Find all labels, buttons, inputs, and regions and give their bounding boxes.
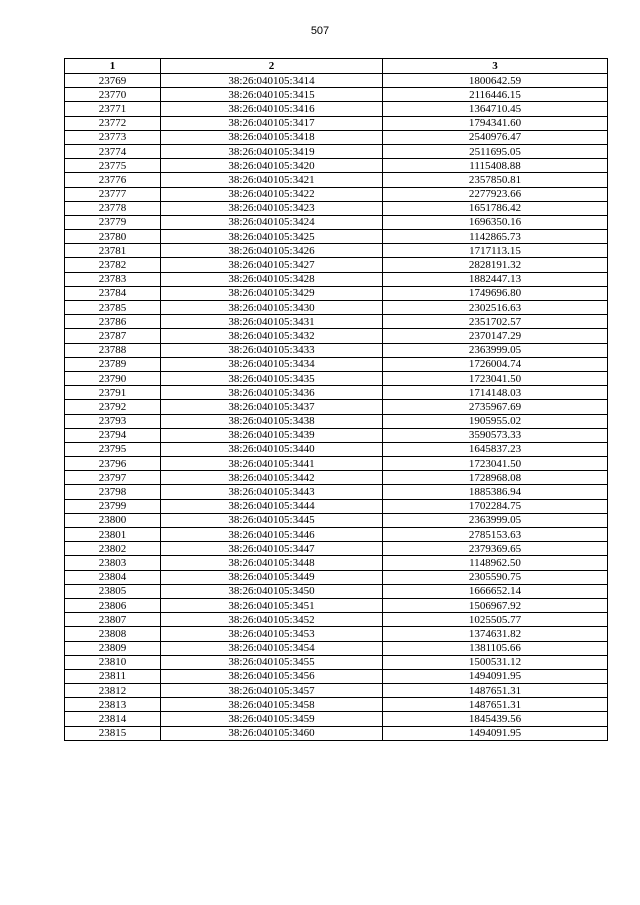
cadastral-number-cell: 38:26:040105:3440 (161, 442, 383, 456)
value-cell: 3590573.33 (383, 428, 608, 442)
cadastral-number-cell: 38:26:040105:3450 (161, 584, 383, 598)
table-row (65, 286, 608, 300)
value-cell: 2828191.32 (383, 258, 608, 272)
cadastral-number-cell: 38:26:040105:3428 (161, 272, 383, 286)
row-number-cell: 23798 (65, 485, 161, 499)
table-row (65, 669, 608, 683)
cadastral-number-cell: 38:26:040105:3433 (161, 343, 383, 357)
cadastral-number-cell: 38:26:040105:3457 (161, 684, 383, 698)
row-number-cell: 23810 (65, 655, 161, 669)
table-row (65, 471, 608, 485)
cadastral-number-cell: 38:26:040105:3425 (161, 230, 383, 244)
table-row (65, 726, 608, 740)
cadastral-number-cell: 38:26:040105:3430 (161, 301, 383, 315)
cadastral-number-cell: 38:26:040105:3424 (161, 215, 383, 229)
table-row (65, 173, 608, 187)
value-cell: 1728968.08 (383, 471, 608, 485)
cadastral-number-cell: 38:26:040105:3443 (161, 485, 383, 499)
table-row (65, 442, 608, 456)
column-header-2: 2 (161, 59, 383, 74)
value-cell: 2511695.05 (383, 144, 608, 158)
row-number-cell: 23780 (65, 230, 161, 244)
value-cell: 2370147.29 (383, 329, 608, 343)
row-number-cell: 23773 (65, 130, 161, 144)
row-number-cell: 23778 (65, 201, 161, 215)
row-number-cell: 23799 (65, 499, 161, 513)
cadastral-number-cell: 38:26:040105:3451 (161, 598, 383, 612)
table-row (65, 343, 608, 357)
table-row (65, 414, 608, 428)
row-number-cell: 23771 (65, 102, 161, 116)
value-cell: 1487651.31 (383, 698, 608, 712)
table-row (65, 230, 608, 244)
row-number-cell: 23800 (65, 513, 161, 527)
row-number-cell: 23770 (65, 88, 161, 102)
row-number-cell: 23804 (65, 570, 161, 584)
cadastral-number-cell: 38:26:040105:3419 (161, 144, 383, 158)
row-number-cell: 23769 (65, 74, 161, 88)
row-number-cell: 23813 (65, 698, 161, 712)
row-number-cell: 23808 (65, 627, 161, 641)
row-number-cell: 23786 (65, 315, 161, 329)
row-number-cell: 23795 (65, 442, 161, 456)
table-row (65, 542, 608, 556)
value-cell: 2363999.05 (383, 513, 608, 527)
row-number-cell: 23794 (65, 428, 161, 442)
cadastral-number-cell: 38:26:040105:3438 (161, 414, 383, 428)
cadastral-number-cell: 38:26:040105:3426 (161, 244, 383, 258)
value-cell: 1905955.02 (383, 414, 608, 428)
value-cell: 1702284.75 (383, 499, 608, 513)
table-row (65, 301, 608, 315)
value-cell: 1885386.94 (383, 485, 608, 499)
table-row (65, 528, 608, 542)
table-row (65, 598, 608, 612)
table-row (65, 244, 608, 258)
cadastral-number-cell: 38:26:040105:3439 (161, 428, 383, 442)
row-number-cell: 23807 (65, 613, 161, 627)
table-row (65, 144, 608, 158)
column-header-3: 3 (383, 59, 608, 74)
value-cell: 2363999.05 (383, 343, 608, 357)
table-row (65, 88, 608, 102)
value-cell: 1364710.45 (383, 102, 608, 116)
row-number-cell: 23781 (65, 244, 161, 258)
value-cell: 2351702.57 (383, 315, 608, 329)
table-row (65, 371, 608, 385)
value-cell: 1500531.12 (383, 655, 608, 669)
row-number-cell: 23785 (65, 301, 161, 315)
cadastral-number-cell: 38:26:040105:3415 (161, 88, 383, 102)
page-number: 507 (310, 25, 330, 37)
table-row (65, 159, 608, 173)
value-cell: 1025505.77 (383, 613, 608, 627)
row-number-cell: 23793 (65, 414, 161, 428)
value-cell: 2305590.75 (383, 570, 608, 584)
row-number-cell: 23792 (65, 400, 161, 414)
value-cell: 1374631.82 (383, 627, 608, 641)
row-number-cell: 23811 (65, 669, 161, 683)
value-cell: 2302516.63 (383, 301, 608, 315)
value-cell: 1882447.13 (383, 272, 608, 286)
row-number-cell: 23784 (65, 286, 161, 300)
value-cell: 1115408.88 (383, 159, 608, 173)
row-number-cell: 23777 (65, 187, 161, 201)
row-number-cell: 23805 (65, 584, 161, 598)
cadastral-number-cell: 38:26:040105:3455 (161, 655, 383, 669)
cadastral-number-cell: 38:26:040105:3442 (161, 471, 383, 485)
table-row (65, 457, 608, 471)
table-row (65, 627, 608, 641)
row-number-cell: 23802 (65, 542, 161, 556)
cadastral-number-cell: 38:26:040105:3444 (161, 499, 383, 513)
cadastral-number-cell: 38:26:040105:3460 (161, 726, 383, 740)
row-number-cell: 23803 (65, 556, 161, 570)
row-number-cell: 23789 (65, 357, 161, 371)
value-cell: 1494091.95 (383, 669, 608, 683)
table-row (65, 215, 608, 229)
value-cell: 1723041.50 (383, 457, 608, 471)
value-cell: 1714148.03 (383, 386, 608, 400)
row-number-cell: 23796 (65, 457, 161, 471)
cadastral-number-cell: 38:26:040105:3456 (161, 669, 383, 683)
table-row (65, 315, 608, 329)
cadastral-number-cell: 38:26:040105:3421 (161, 173, 383, 187)
cadastral-number-cell: 38:26:040105:3454 (161, 641, 383, 655)
cadastral-number-cell: 38:26:040105:3434 (161, 357, 383, 371)
row-number-cell: 23776 (65, 173, 161, 187)
value-cell: 1645837.23 (383, 442, 608, 456)
value-cell: 1651786.42 (383, 201, 608, 215)
table-row (65, 485, 608, 499)
table-row (65, 655, 608, 669)
cadastral-number-cell: 38:26:040105:3432 (161, 329, 383, 343)
row-number-cell: 23801 (65, 528, 161, 542)
row-number-cell: 23815 (65, 726, 161, 740)
row-number-cell: 23806 (65, 598, 161, 612)
table-row (65, 201, 608, 215)
value-cell: 1800642.59 (383, 74, 608, 88)
cadastral-number-cell: 38:26:040105:3420 (161, 159, 383, 173)
cadastral-number-cell: 38:26:040105:3447 (161, 542, 383, 556)
row-number-cell: 23779 (65, 215, 161, 229)
value-cell: 2357850.81 (383, 173, 608, 187)
row-number-cell: 23790 (65, 371, 161, 385)
table-row (65, 187, 608, 201)
table-header-row (65, 59, 608, 74)
table-row (65, 329, 608, 343)
table-row (65, 698, 608, 712)
value-cell: 1148962.50 (383, 556, 608, 570)
value-cell: 2785153.63 (383, 528, 608, 542)
row-number-cell: 23783 (65, 272, 161, 286)
row-number-cell: 23812 (65, 684, 161, 698)
row-number-cell: 23791 (65, 386, 161, 400)
value-cell: 1142865.73 (383, 230, 608, 244)
value-cell: 2277923.66 (383, 187, 608, 201)
cadastral-number-cell: 38:26:040105:3453 (161, 627, 383, 641)
value-cell: 1749696.80 (383, 286, 608, 300)
cadastral-number-cell: 38:26:040105:3446 (161, 528, 383, 542)
table-row (65, 570, 608, 584)
value-cell: 1794341.60 (383, 116, 608, 130)
table-row (65, 584, 608, 598)
row-number-cell: 23787 (65, 329, 161, 343)
cadastral-number-cell: 38:26:040105:3445 (161, 513, 383, 527)
table-body (65, 74, 608, 741)
value-cell: 2116446.15 (383, 88, 608, 102)
cadastral-number-cell: 38:26:040105:3448 (161, 556, 383, 570)
cadastral-number-cell: 38:26:040105:3437 (161, 400, 383, 414)
column-header-1: 1 (65, 59, 161, 74)
row-number-cell: 23774 (65, 144, 161, 158)
cadastral-number-cell: 38:26:040105:3441 (161, 457, 383, 471)
row-number-cell: 23772 (65, 116, 161, 130)
table-row (65, 272, 608, 286)
value-cell: 2540976.47 (383, 130, 608, 144)
table-row (65, 116, 608, 130)
row-number-cell: 23814 (65, 712, 161, 726)
table-row (65, 499, 608, 513)
table-row (65, 258, 608, 272)
table-row (65, 556, 608, 570)
table-row (65, 357, 608, 371)
table-row (65, 613, 608, 627)
value-cell: 1506967.92 (383, 598, 608, 612)
cadastral-number-cell: 38:26:040105:3429 (161, 286, 383, 300)
cadastral-number-cell: 38:26:040105:3459 (161, 712, 383, 726)
cadastral-number-cell: 38:26:040105:3436 (161, 386, 383, 400)
cadastral-number-cell: 38:26:040105:3417 (161, 116, 383, 130)
data-table (64, 58, 608, 741)
row-number-cell: 23797 (65, 471, 161, 485)
table-row (65, 684, 608, 698)
cadastral-number-cell: 38:26:040105:3458 (161, 698, 383, 712)
row-number-cell: 23788 (65, 343, 161, 357)
cadastral-number-cell: 38:26:040105:3431 (161, 315, 383, 329)
cadastral-number-cell: 38:26:040105:3416 (161, 102, 383, 116)
value-cell: 1845439.56 (383, 712, 608, 726)
value-cell: 1696350.16 (383, 215, 608, 229)
value-cell: 1487651.31 (383, 684, 608, 698)
value-cell: 1666652.14 (383, 584, 608, 598)
value-cell: 1723041.50 (383, 371, 608, 385)
cadastral-number-cell: 38:26:040105:3418 (161, 130, 383, 144)
row-number-cell: 23775 (65, 159, 161, 173)
value-cell: 1726004.74 (383, 357, 608, 371)
table-row (65, 102, 608, 116)
table-row (65, 400, 608, 414)
cadastral-number-cell: 38:26:040105:3414 (161, 74, 383, 88)
value-cell: 1381105.66 (383, 641, 608, 655)
table-row (65, 513, 608, 527)
value-cell: 1494091.95 (383, 726, 608, 740)
row-number-cell: 23782 (65, 258, 161, 272)
table-row (65, 428, 608, 442)
cadastral-number-cell: 38:26:040105:3422 (161, 187, 383, 201)
table-row (65, 74, 608, 88)
cadastral-number-cell: 38:26:040105:3449 (161, 570, 383, 584)
cadastral-number-cell: 38:26:040105:3423 (161, 201, 383, 215)
table-row (65, 641, 608, 655)
row-number-cell: 23809 (65, 641, 161, 655)
cadastral-number-cell: 38:26:040105:3452 (161, 613, 383, 627)
table-row (65, 712, 608, 726)
value-cell: 2379369.65 (383, 542, 608, 556)
cadastral-number-cell: 38:26:040105:3427 (161, 258, 383, 272)
table-row (65, 386, 608, 400)
value-cell: 2735967.69 (383, 400, 608, 414)
cadastral-number-cell: 38:26:040105:3435 (161, 371, 383, 385)
value-cell: 1717113.15 (383, 244, 608, 258)
table-row (65, 130, 608, 144)
